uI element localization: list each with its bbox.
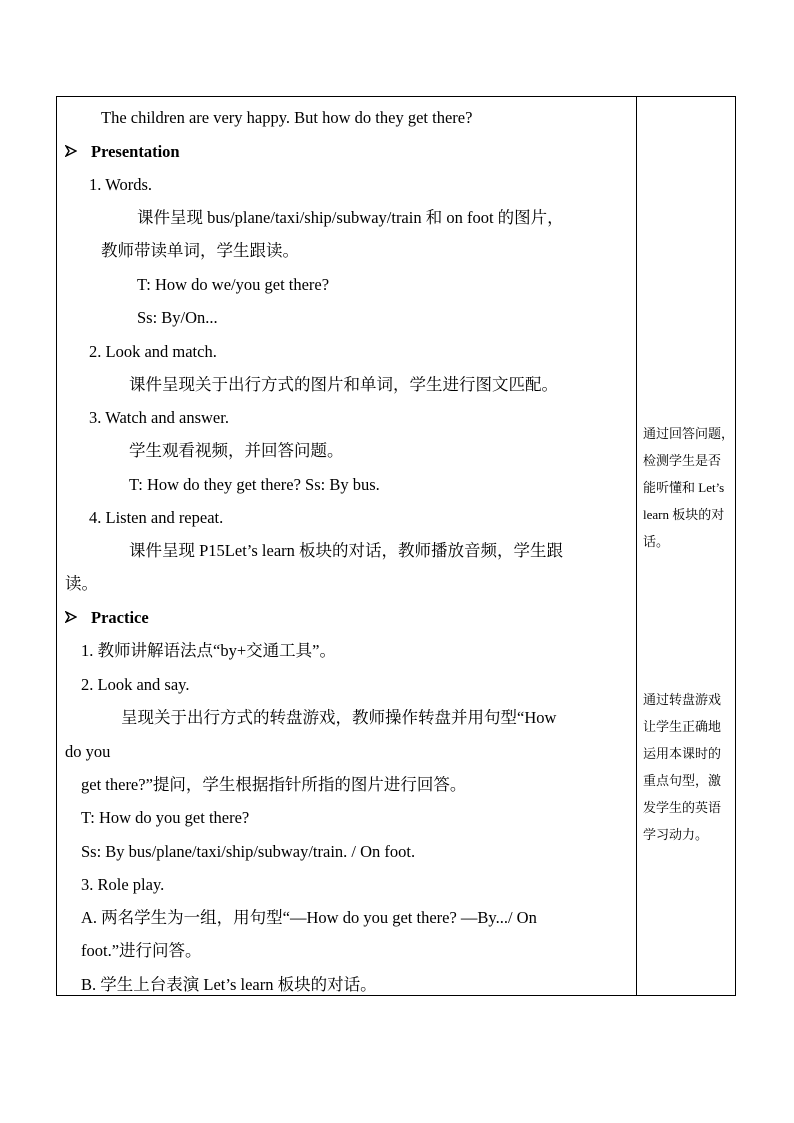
text-line: Ss: By bus/plane/taxi/ship/subway/train. / On foot. xyxy=(81,842,416,861)
note-line: 重点句型，激 xyxy=(643,773,722,788)
text-line: Ss: By/On... xyxy=(137,308,218,327)
text-line: 3. Role play. xyxy=(81,875,165,894)
presentation-heading xyxy=(65,142,180,162)
intro-text: The children are very happy. But how do they get there? xyxy=(101,108,473,127)
note-line: 发学生的英语 xyxy=(643,800,722,815)
note-line: 学习动力。 xyxy=(643,827,709,842)
arrow-bullet-icon xyxy=(65,142,83,162)
note-line: 检测学生是否 xyxy=(643,453,722,468)
text-line: 课件呈现关于出行方式的图片和单词，学生进行图文匹配。 xyxy=(129,375,558,394)
text-line: do you xyxy=(65,742,111,761)
text-line: 读。 xyxy=(65,574,98,593)
lesson-plan-table xyxy=(56,96,736,996)
note-line: 通过转盘游戏 xyxy=(643,692,722,707)
text-line: get there?”提问，学生根据指针所指的图片进行回答。 xyxy=(81,775,467,794)
note-line: 让学生正确地 xyxy=(643,719,722,734)
text-line: T: How do we/you get there? xyxy=(137,275,330,294)
note-line: 话。 xyxy=(643,534,670,549)
text-line: 呈现关于出行方式的转盘游戏，教师操作转盘并用句型“How xyxy=(121,708,557,727)
text-line: 2. Look and match. xyxy=(89,342,217,361)
text-line: 4. Listen and repeat. xyxy=(89,508,224,527)
text-line: 1. Words. xyxy=(89,175,152,194)
text-line: T: How do they get there? Ss: By bus. xyxy=(129,475,380,494)
text-line: 课件呈现 P15Let’s learn 板块的对话，教师播放音频，学生跟 xyxy=(129,541,564,560)
arrow-bullet-icon xyxy=(65,608,83,628)
text-line: A. 两名学生为一组，用句型“—How do you get there? —By.../ On xyxy=(81,908,537,927)
presentation-heading-label: Presentation xyxy=(91,142,180,161)
column-divider xyxy=(636,97,637,995)
note-line: learn 板块的对 xyxy=(643,507,725,522)
note-line: 通过回答问题， xyxy=(643,426,735,441)
text-line: 课件呈现 bus/plane/taxi/ship/subway/train 和 on foot 的图片， xyxy=(137,208,564,227)
text-line: 教师带读单词，学生跟读。 xyxy=(101,241,299,260)
note-line: 运用本课时的 xyxy=(643,746,722,761)
text-line: 3. Watch and answer. xyxy=(89,408,229,427)
practice-heading-label: Practice xyxy=(91,608,149,627)
text-line: T: How do you get there? xyxy=(81,808,250,827)
text-line: 学生观看视频，并回答问题。 xyxy=(129,441,344,460)
text-line: foot.”进行问答。 xyxy=(81,941,202,960)
practice-heading xyxy=(65,608,149,628)
text-line: 2. Look and say. xyxy=(81,675,190,694)
text-line: 1. 教师讲解语法点“by+交通工具”。 xyxy=(81,641,336,660)
note-line: 能听懂和 Let’s xyxy=(643,480,725,495)
text-line: B. 学生上台表演 Let’s learn 板块的对话。 xyxy=(81,975,377,994)
